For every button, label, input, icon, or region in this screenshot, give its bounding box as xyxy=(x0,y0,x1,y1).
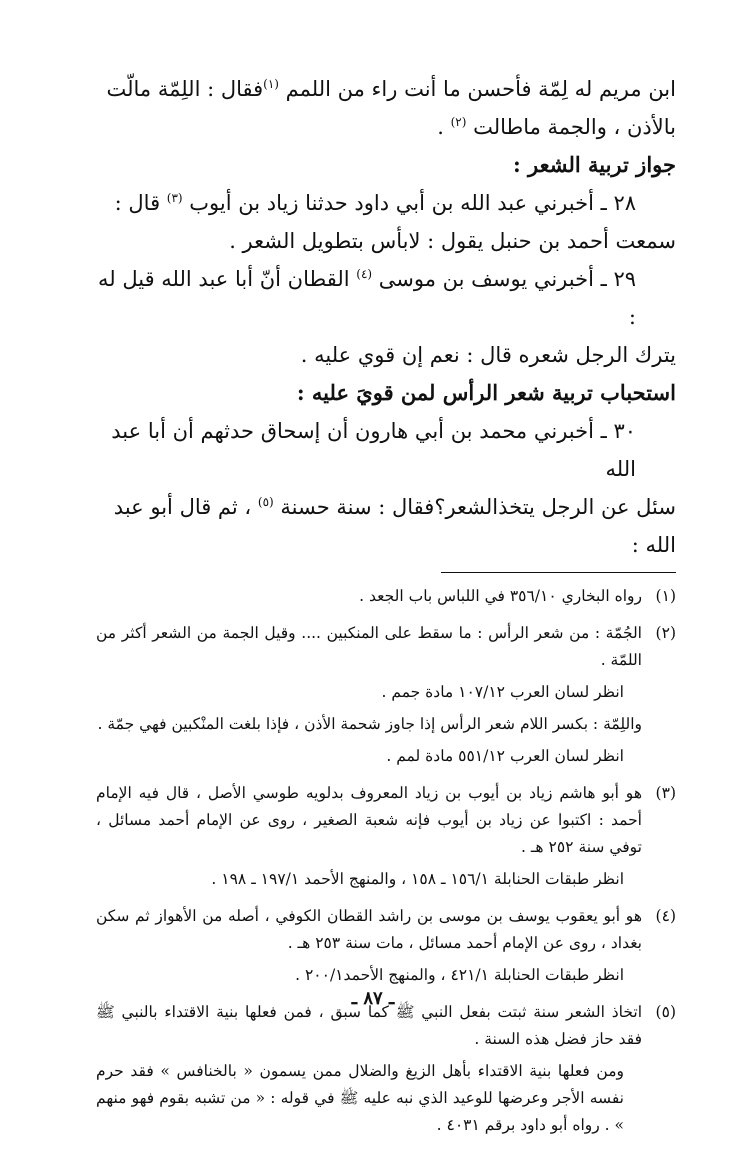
footnote-body xyxy=(96,999,642,1144)
footnote xyxy=(96,780,676,898)
text-line xyxy=(96,184,676,222)
text-segment: جواز تربية الشعر : xyxy=(512,152,676,177)
footnote-reference: انظر لسان العرب ١٠٧/١٢ مادة جمم . xyxy=(381,683,624,701)
text-line xyxy=(96,412,676,488)
footnote xyxy=(96,999,676,1144)
text-segment: استحباب تربية شعر الرأس لمن قويَ عليه : xyxy=(296,380,676,405)
footnote-body xyxy=(96,620,642,775)
footnote-reference: انظر لسان العرب ٥٥١/١٢ مادة لمم . xyxy=(386,747,624,765)
footnote xyxy=(96,620,676,775)
text-segment: سئل عن الرجل يتخذالشعر؟فقال : سنة حسنة xyxy=(273,495,676,519)
footnote-text: رواه البخاري ٣٥٦/١٠ في اللباس باب الجعد . xyxy=(359,587,642,605)
text-segment: ٣٠ ـ أخبرني محمد بن أبي هارون أن إسحاق حدثهم أن أبا عبد الله xyxy=(111,419,636,481)
text-segment: سمعت أحمد بن حنبل يقول : لابأس بتطويل الشعر . xyxy=(229,229,676,253)
footnote-reference: ومن فعلها بنية الاقتداء بأهل الزيغ والضلال ممن يسمون « بالخنافس » فقد حرم نفسه الأجر وعرضها للوعيد الذي نبه عليه ﷺ في قوله : « من تشبه بقوم فهو منهم » . رواه أبو داود برقم ٤٠٣١ . xyxy=(96,1062,624,1134)
footnote-body xyxy=(96,780,642,898)
page-number: ـ ٨٧ ـ xyxy=(351,988,395,1009)
footnote-separator xyxy=(441,572,676,573)
text-line xyxy=(96,488,676,564)
footnote-ref: (٢) xyxy=(450,115,467,129)
footnote-marker: (٥) xyxy=(655,1003,676,1021)
footnote-reference: انظر طبقات الحنابلة ١٥٦/١ ـ ١٥٨ ، والمنهج الأحمد ١٩٧/١ ـ ١٩٨ . xyxy=(211,870,624,888)
text-segment: ابن مريم له لِمّة فأحسن ما أنت راء من اللمم xyxy=(278,77,676,101)
text-segment: . xyxy=(437,115,451,139)
section-heading xyxy=(96,374,676,412)
footnotes xyxy=(96,583,676,1144)
text-line xyxy=(96,222,676,260)
footnote-body xyxy=(96,903,642,994)
footnote-ref: (٤) xyxy=(356,267,373,281)
text-segment: قال : xyxy=(114,191,167,215)
text-segment: بالأذن ، والجمة ماطالت xyxy=(466,115,676,139)
text-segment: فقال : اللِمّة مالّت xyxy=(106,77,264,101)
footnote-marker: (١) xyxy=(655,587,676,605)
text-segment: ، ثم قال أبو عبد الله : xyxy=(113,495,676,557)
text-segment: يترك الرجل شعره قال : نعم إن قوي عليه . xyxy=(300,343,676,367)
text-line xyxy=(96,108,676,146)
text-segment: ٢٨ ـ أخبرني عبد الله بن أبي داود حدثنا زياد بن أيوب xyxy=(182,191,636,215)
footnote xyxy=(96,583,676,615)
main-text xyxy=(96,70,676,564)
text-segment: القطان أنّ أبا عبد الله قيل له : xyxy=(98,267,636,329)
footnote-text: واللِمّة : بكسر اللام شعر الرأس إذا جاوز شحمة الأذن ، فإذا بلغت المنْكبين فهي جمّة . xyxy=(97,715,642,733)
footnote-ref: (٣) xyxy=(166,191,183,205)
text-line xyxy=(96,70,676,108)
footnote-text: اتخاذ الشعر سنة ثبتت بفعل النبي ﷺ كما سبق ، فمن فعلها بنية الاقتداء بالنبي ﷺ فقد حاز فضل هذه السنة . xyxy=(96,1003,642,1048)
footnote-marker: (٣) xyxy=(655,784,676,802)
footnote-ref: (٥) xyxy=(257,495,274,509)
footnote xyxy=(96,903,676,994)
footnote-marker: (٢) xyxy=(655,624,676,642)
footnote-text: هو أبو هاشم زياد بن أيوب بن زياد المعروف بدلويه طوسي الأصل ، قال فيه الإمام أحمد : اكتبوا عن زياد بن أيوب فإنه شعبة الصغير ، روى عن الإمام أحمد مسائل ، توفي سنة ٢٥٢ هـ . xyxy=(96,784,642,856)
text-segment: ٢٩ ـ أخبرني يوسف بن موسى xyxy=(372,267,636,291)
text-line xyxy=(96,336,676,374)
footnote-reference: انظر طبقات الحنابلة ٤٢١/١ ، والمنهج الأحمد٢٠٠/١ . xyxy=(295,966,624,984)
footnote-ref: (١) xyxy=(263,77,279,91)
section-heading xyxy=(96,146,676,184)
footnote-marker: (٤) xyxy=(655,907,676,925)
footnote-body xyxy=(96,583,642,615)
footnote-text: الجُمّة : من شعر الرأس : ما سقط على المنكبين .... وقيل الجمة من الشعر أكثر من اللمّة . xyxy=(96,624,642,669)
footnote-text: هو أبو يعقوب يوسف بن موسى بن راشد القطان الكوفي ، أصله من الأهواز ثم سكن بغداد ، روى عن الإمام أحمد مسائل ، مات سنة ٢٥٣ هـ . xyxy=(96,907,642,952)
text-line xyxy=(96,260,676,336)
